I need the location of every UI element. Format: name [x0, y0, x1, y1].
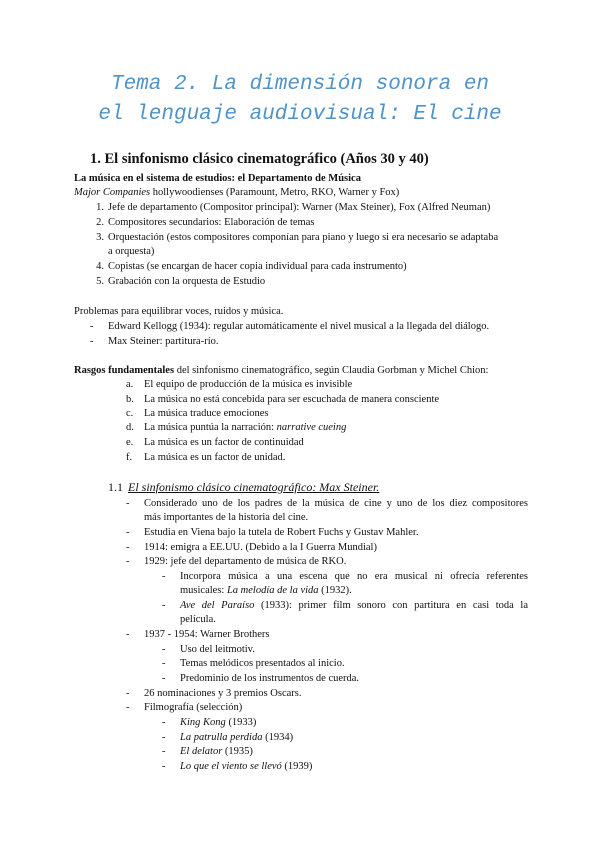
subheading: La música en el sistema de estudios: el Departamento de Música [74, 173, 361, 184]
section-1-1-link: El sinfonismo clásico cinematográfico: Max Steiner. [128, 480, 380, 494]
section-heading-text: El sinfonismo clásico cinematográfico (Años 30 y 40) [104, 151, 429, 167]
list-item: - Filmografía (selección) [126, 702, 243, 713]
list-item: - Estudia en Viena bajo la tutela de Robert Fuchs y Gustav Mahler. [126, 527, 419, 538]
list-item: - Predominio de los instrumentos de cuerda. [162, 673, 360, 684]
dash-bullet: - [90, 336, 94, 347]
list-item: - Edward Kellogg (1934): regular automáticamente el nivel musical a la llegada del diálogo. [90, 321, 490, 332]
section-number: 1. [90, 151, 101, 167]
list-item: - Uso del leitmotiv. [162, 644, 255, 655]
section-1-1-heading: 1.1 El sinfonismo clásico cinematográfico: Max Steiner. [108, 480, 380, 494]
list-item-text: Ave del Paraíso (1933): primer film sonoro con partitura en casi toda la [180, 600, 528, 611]
list-item: - [162, 571, 166, 582]
list-item: - [126, 498, 130, 509]
list-item-continuation: más importantes de la historia del cine. [144, 512, 309, 523]
title-line-2: el lenguaje audiovisual: El cine [98, 103, 502, 126]
list-item-continuation: musicales: La melodía de la vida (1932). [180, 585, 352, 596]
list-item: - 1937 - 1954: Warner Brothers [126, 629, 270, 640]
list-item-continuation: a orquesta) [108, 246, 155, 257]
list-item: e. La música es un factor de continuidad [126, 437, 304, 448]
companies-text: hollywoodienses (Paramount, Metro, RKO, Warner y Fox) [150, 187, 400, 198]
list-item-continuation: película. [180, 614, 216, 625]
section-1-heading [90, 151, 429, 168]
list-item: - Max Steiner: partitura-río. [90, 336, 219, 347]
title-line-1: Tema 2. La dimensión sonora en [110, 73, 490, 96]
list-item-text: Considerado uno de los padres de la música de cine y uno de los diez compositores [144, 498, 528, 509]
list-item: a. El equipo de producción de la música es invisible [126, 379, 353, 390]
list-item: - 26 nominaciones y 3 premios Oscars. [126, 688, 302, 699]
film-item: - King Kong (1933) [162, 717, 257, 728]
list-item: c. La música traduce emociones [126, 408, 269, 419]
list-item: - 1929: jefe del departamento de música de RKO. [126, 556, 347, 567]
rasgos-intro: Rasgos fundamentales del sinfonismo cinematográfico, según Claudia Gorbman y Michel Chion: [74, 365, 489, 376]
list-item: b. La música no está concebida para ser escuchada de manera consciente [126, 394, 440, 405]
dash-bullet: - [90, 321, 94, 332]
companies-label: Major Companies [74, 187, 151, 198]
document-page: Tema 2. La dimensión sonora en el lenguaje audiovisual: El cine 1. El sinfonismo clásico cinematográfico (Años 30 y 40) La música en el sistema de estudios: el Departamento de Música Major Companies hollywoodienses (Paramount, Metro, RKO, Warner y Fox) 1. Jefe de departamento (Compositor principal): Warner (Max Steiner), Fox (Alfred Neuman) 2. Compositores secundarios: Elaboración de temas 3. Orquestación (estos compositores componían para piano y luego si era necesario se adaptaba a orquesta) 4. Copistas (se encargan de hacer copia individual para cada instrumento) 5. Grabación con la orquesta de Estudio Problemas para equilibrar voces, ruidos y música. - Edward Kellogg (1934): regular automáticamente el nivel musical a la llegada del diálogo. - Max Steiner: partitura-río. Rasgos fundamentales del sinfonismo cinematográfico, según Claudia Gorbman y Michel Chion: a. El equipo de producción de la música es invisible b. La música no está concebida para ser escuchada de manera consciente c. La música traduce emociones d. La música puntúa la narración: narrative cueing e. La música es un factor de continuidad f. La música es un factor de unidad. 1.1 El sinfonismo clásico cinematográfico: Max Steiner. - Considerado uno de los padres de la música de cine y uno de los diez compositores más importantes de la historia del cine. - Estudia en Viena bajo la tutela de Robert Fuchs y Gustav Mahler. - 1914: emigra a EE.UU. (Debido a la I Guerra Mundial) - 1929: jefe del departamento de música de RKO. - Incorpora música a una escena que no era musical ni ofrecía referentes musicales: La melodía de la vida (1932). - Ave del Paraíso (1933): primer film sonoro con partitura en casi toda la película. - 1937 - 1954: Warner Brothers - Uso del leitmotiv. - Temas melódicos presentados al inicio. - Predominio de los instrumentos de cuerda. - 26 nominaciones y 3 premios Oscars. - Filmografía (selección) - King Kong (1933) - La patrulla perdida (1934) - El delator (1935) - Lo que el viento se llevó (1939) [0, 0, 600, 848]
list-item: - Temas melódicos presentados al inicio. [162, 658, 345, 669]
film-item: - El delator (1935) [162, 746, 253, 757]
film-item: - La patrulla perdida (1934) [162, 732, 294, 743]
list-item: d. La música puntúa la narración: narrative cueing [126, 422, 347, 433]
document-title [40, 70, 560, 130]
list-item: - 1914: emigra a EE.UU. (Debido a la I Guerra Mundial) [126, 542, 377, 553]
list-item: - [162, 600, 166, 611]
companies-line [74, 186, 399, 200]
list-item: f. La música es un factor de unidad. [126, 452, 286, 463]
film-item: - Lo que el viento se llevó (1939) [162, 761, 313, 772]
list-item-text: Incorpora música a una escena que no era musical ni ofrecía referentes [180, 571, 528, 582]
problems-intro: Problemas para equilibrar voces, ruidos y música. [74, 306, 284, 317]
